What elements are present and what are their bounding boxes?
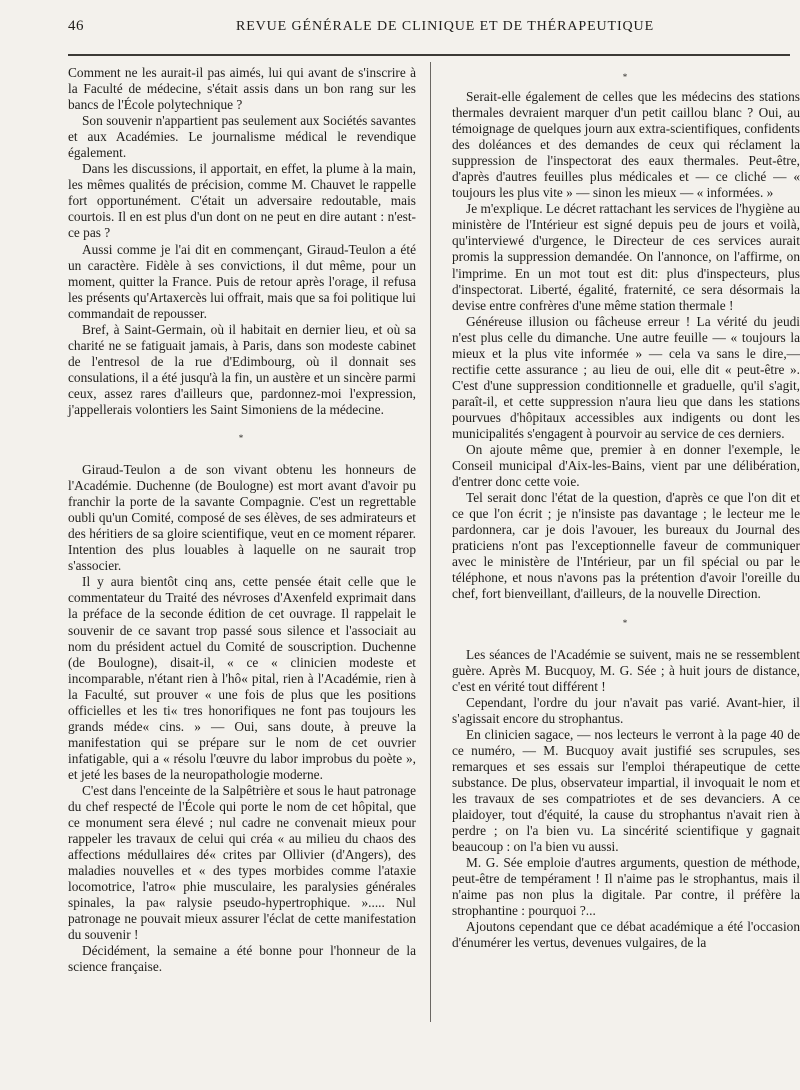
paragraph: Les séances de l'Académie se suivent, mais ne se ressemblent guère. Après M. Bucquoy, M. G. Sée ; à huit jours de distance, c'est en vérité tout différent ! bbox=[452, 646, 800, 694]
paragraph: C'est dans l'enceinte de la Salpêtrière et sous le haut patronage du chef respecté de l'École qui porte le nom de cet hôpital, que ce monument sera élevé ; nul cadre ne convenait mieux pour rappeler les travaux de celui qui créa « au milieu du chaos des affections médullaires dé« crites par Ollivier (d'Angers), des maladies nouvelles et « des types morbides comme l'ataxie locomotrice, l'atro« phie musculaire, les paralysies générales spinales, la pa« ralysie pseudo-hypertrophique. »..... Nul patronage ne pouvait mieux assurer l'éclat de cette manifestation du souvenir ! bbox=[68, 782, 416, 943]
paragraph: Je m'explique. Le décret rattachant les services de l'hygiène au ministère de l'Intérieur est signé depuis peu de jours et voilà, qu'interviewé d'urgence, le Directeur de ces services aurait promis la suppression demandée. On l'annonce, on l'affirme, on l'imprime. En un mot tout est dit: plus d'inspecteurs, plus d'inspectorat. Liberté, égalité, fraternité, ce sera désormais la devise entre confrères d'une même station thermale ! bbox=[452, 201, 800, 313]
paragraph: Aussi comme je l'ai dit en commençant, Giraud-Teulon a été un caractère. Fidèle à ses convictions, il dut même, pour un moment, quitter la France. Puis de retour après l'orage, il refusa les présents qu'Artaxercès lui offrait, mais que sa foi politique lui commandait de repousser. bbox=[68, 241, 416, 321]
paragraph: Giraud-Teulon a de son vivant obtenu les honneurs de l'Académie. Duchenne (de Boulogne) est mort avant d'avoir pu franchir la porte de la savante Compagnie. C'est un regrettable oubli qu'un Comité, composé de ses élèves, de ses admirateurs et des héritiers de sa gloire scientifique, veut en ce moment réparer. Intention des plus louables à laquelle on ne saurait trop s'associer. bbox=[68, 462, 416, 574]
paragraph: Il y aura bientôt cinq ans, cette pensée était celle que le commentateur du Traité des névroses d'Axenfeld exprimait dans la préface de la seconde édition de cet ouvrage. Il rappelait le souvenir de ce savant trop passé sous silence et l'associait au nom du président actuel du Comité de souscription. Duchenne (de Boulogne), disait-il, « ce « clinicien modeste et incomparable, n'étant rien à l'hô« pital, rien à l'Académie, rien à la Faculté, sut prouver « une fois de plus que les positions officielles et les ti« tres honorifiques ne font pas toujours les grands méde« cins. » — Oui, sans doute, à preuve la manifestation qui se prépare sur le nom de cet ouvrier infatigable, qui a « résolu l'œuvre du labor improbus du poète », et jeté les bases de la neuropathologie moderne. bbox=[68, 574, 416, 782]
paragraph: Tel serait donc l'état de la question, d'après ce que l'on dit et ce que l'on écrit ; je n'insiste pas davantage ; le lecteur me le pardonnera, car je dois l'avouer, les bureaux du Journal des praticiens n'ont pas l'exceptionnelle faveur de communiquer avec le ministère de l'Intérieur, par un fil spécial ou par le téléphone, et nous n'avons pas la prétention d'avoir l'oreille du chef, fort bienveillant, d'ailleurs, de la nouvelle Direction. bbox=[452, 490, 800, 602]
section-separator: * bbox=[238, 433, 246, 444]
page-header bbox=[68, 18, 778, 40]
paragraph: Généreuse illusion ou fâcheuse erreur ! La vérité du jeudi n'est plus celle du dimanche. Une autre feuille — « toujours la mieux et la plus vite informée » — cela va sans le dire,— rectifie cette assurance ; au lieu de oui, elle dit « peut-être ». C'est d'une suppression conditionnelle et graduelle, qu'il s'agit, paraît-il, et cette suppression n'aura lieu que dans les stations pourvues d'hôpitaux accessibles aux indigents ou dont les municipalités s'engagent à pourvoir au service de ces derniers. bbox=[452, 313, 800, 441]
paragraph: Comment ne les aurait-il pas aimés, lui qui avant de s'inscrire à la Faculté de médecine, s'était assis dans un bon rang sur les bancs de l'École polytechnique ? bbox=[68, 65, 416, 113]
paragraph: En clinicien sagace, — nos lecteurs le verront à la page 40 de ce numéro, — M. Bucquoy avait justifié ses scrupules, ses remarques et ses essais sur l'emploi thérapeutique de cette substance. De plus, observateur impartial, il invoquait le nom et les travaux de ses compatriotes et de ses devanciers. A ce plaidoyer, tout d'équité, la cause du strophantus n'avait rien à perdre ; on l'a bien vu. La sincérité scientifique y gagnait beaucoup : on l'a bien vu aussi. bbox=[452, 726, 800, 855]
paragraph: M. G. Sée emploie d'autres arguments, question de méthode, peut-être de tempérament ! Il n'aime pas le strophantus, mais il n'aime pas non plus la digitale. Par contre, il préfère la strophantine : pourquoi ?... bbox=[452, 855, 800, 919]
left-column bbox=[68, 65, 416, 976]
paragraph: Bref, à Saint-Germain, où il habitait en dernier lieu, et où sa charité ne se fatiguait jamais, à Paris, dans son modeste cabinet de l'entresol de la rue d'Edimbourg, où il donnait ses consulations, il a été jusqu'à la fin, un austère et un sincère parmi ceux, assez rares d'ailleurs que, pardonnez-moi l'expression, j'appellerais volontiers les Saint Simoniens de la médecine. bbox=[68, 321, 416, 417]
running-title: REVUE GÉNÉRALE DE CLINIQUE ET DE THÉRAPEUTIQUE bbox=[235, 19, 655, 34]
section-separator: * bbox=[622, 617, 630, 628]
paragraph: Dans les discussions, il apportait, en effet, la plume à la main, les mêmes qualités de précision, comme M. Chauvet le rappelle fort opportunément. C'était un adversaire redoutable, mais courtois. Il en est plus d'un dont on ne peut en dire autant : n'est-ce pas ? bbox=[68, 161, 416, 241]
right-column bbox=[452, 65, 800, 951]
header-rule bbox=[68, 54, 790, 56]
paragraph: Serait-elle également de celles que les médecins des stations thermales devraient marquer d'un petit caillou blanc ? Oui, au témoignage de quelques journ aux extra-scientifiques, confidents des doléances et des demandes de ceux qui réclament la suppression de l'inspectorat des eaux thermales. Peut-être, d'après d'autres feuilles plus médicales et — ce cliché — « toujours les plus vite » — sinon les mieux — « informées. » bbox=[452, 89, 800, 201]
paragraph: Son souvenir n'appartient pas seulement aux Sociétés savantes et aux Académies. Le journalisme médical le revendique également. bbox=[68, 113, 416, 161]
paragraph: Cependant, l'ordre du jour n'avait pas varié. Avant-hier, il s'agissait encore du strophantus. bbox=[452, 694, 800, 726]
section-separator: * bbox=[622, 72, 630, 82]
paragraph: Ajoutons cependant que ce débat académique a été l'occasion d'énumérer les vertus, devenues vulgaires, de la bbox=[452, 919, 800, 951]
paragraph: On ajoute même que, premier à en donner l'exemple, le Conseil municipal d'Aix-les-Bains, vient par une délibération, d'entrer donc cette voie. bbox=[452, 442, 800, 490]
column-divider bbox=[430, 62, 431, 1022]
page-number: 46 bbox=[68, 18, 84, 34]
paragraph: Décidément, la semaine a été bonne pour l'honneur de la science française. bbox=[68, 943, 416, 975]
